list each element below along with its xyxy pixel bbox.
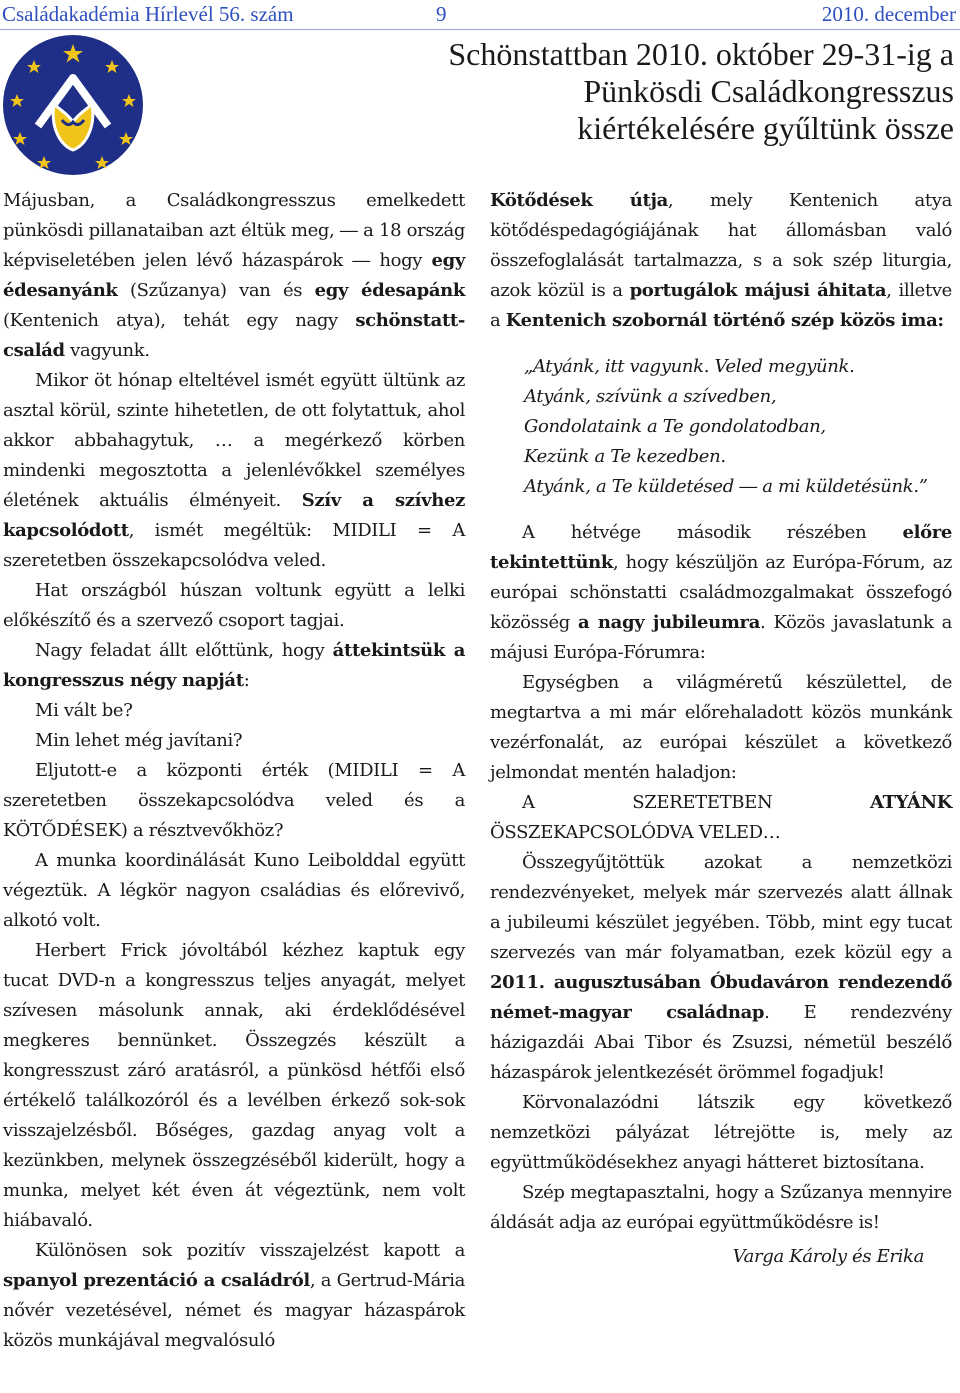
text: A hétvége második részében — [522, 522, 903, 543]
text: , ismét megéltük: MIDILI = A szeretetben összekapcsolódva veled. — [3, 520, 465, 571]
bold-text: portugálok májusi áhitata — [629, 280, 887, 301]
issue-date: 2010. december — [821, 2, 956, 26]
paragraph: Eljutott-e a központi érték (MIDILI = A szeretetben összekapcsolódva veled és a KÖTŐDÉSEK) a résztvevőkhöz? — [3, 760, 465, 841]
text: , a Gertrud-Mária nővér vezetésével, német és magyar házaspárok közös munkájával megvalósuló — [3, 1270, 465, 1351]
paragraph: Egységben a világméretű készülettel, de megtartva a mi már előrehaladott közös munkánk vezérfonalát, az európai készület a következő jelmondat mentén haladjon: — [490, 672, 952, 783]
left-column — [3, 186, 465, 1356]
title-line: kiértékelésére gyűltünk össze — [577, 110, 954, 146]
bold-text: egy édesanyánk — [3, 250, 465, 301]
signature: Varga Károly és Erika — [732, 1246, 924, 1267]
text: : — [243, 670, 250, 691]
title-line: Schönstattban 2010. október 29-31-ig a — [448, 36, 954, 72]
spacer — [490, 336, 952, 352]
bold-text: ATYÁNK — [869, 792, 952, 813]
prayer-line: Atyánk, szívünk a szívedben, — [524, 386, 777, 407]
paragraph — [3, 366, 465, 576]
prayer-line: Kezünk a Te kezedben. — [524, 446, 726, 467]
bold-text: Kötődések útja — [490, 190, 668, 211]
text: . E rendezvény házigazdái Abai Tibor és Zsuzsi, németül beszélő házaspárok jelentkezését örömmel fogadjuk! — [490, 1002, 952, 1083]
prayer-line: Gondolataink a Te gondolatodban, — [524, 416, 826, 437]
text: Különösen sok pozitív visszajelzést kapott a — [35, 1240, 465, 1261]
header-divider — [0, 29, 960, 30]
bold-text: spanyol prezentáció a családról — [3, 1270, 310, 1291]
paragraph — [3, 186, 465, 366]
text: . Közös javaslatunk a májusi Európa-Fórumra: — [490, 612, 952, 663]
title-line: Pünkösdi Családkongresszus — [583, 73, 954, 109]
newsletter-title: Családakadémia Hírlevél 56. szám — [2, 2, 294, 26]
text: (Kentenich atya), tehát egy nagy — [3, 310, 356, 331]
paragraph: Körvonalazódni látszik egy következő nemzetközi pályázat létrejötte is, mely az együttműködésekhez anyagi hátteret biztosítana. — [490, 1092, 952, 1173]
page-number: 9 — [436, 2, 447, 26]
bold-text: Szív a szívhez kapcsolódott — [3, 490, 465, 541]
text: vagyunk. — [64, 340, 150, 361]
text: A SZERETETBEN — [522, 792, 870, 813]
paragraph — [490, 518, 952, 668]
bold-text: egy édesapánk — [314, 280, 466, 301]
question: Min lehet még javítani? — [35, 730, 243, 751]
paragraph: Szép megtapasztalni, hogy a Szűzanya mennyire áldását adja az európai együttműködésre is! — [490, 1182, 952, 1233]
text: Májusban, a Családkongresszus emelkedett pünkösdi pillanataiban azt éltük meg, ― a 18 ország képviseletében jelen lévő házaspárok ― hogy — [3, 190, 465, 271]
bold-text: a nagy jubileumra — [577, 612, 761, 633]
prayer-line: „Atyánk, itt vagyunk. Veled megyünk. — [524, 356, 855, 377]
bold-text: schönstatt-család — [3, 310, 465, 361]
bold-text: 2011. augusztusában Óbudaváron rendezendő német-magyar családnap — [490, 972, 952, 1023]
spacer — [490, 502, 952, 518]
text: (Szűzanya) van és — [117, 280, 315, 301]
schoenstatt-family-logo-icon — [2, 34, 144, 176]
paragraph: Herbert Frick jóvoltából kézhez kaptuk egy tucat DVD-n a kongresszus teljes anyagát, melyet szívesen másolunk annak, aki érdeklődésével megkeres bennünket. Összegzés készült a kongresszust záró aratásról, a pünkösd hétfői első értékelő találkozóról és a levélben érkező sok-sok visszajelzésből. Bőséges, gazdag anyag volt a kezünkben, melynek összegzéséből kiderült, hogy a munka, melyet két éven át végeztünk, nem volt hiábavaló. — [3, 940, 465, 1231]
paragraph: A munka koordinálását Kuno Leibolddal együtt végeztük. A légkör nagyon családias és előrevivő, alkotó volt. — [3, 850, 465, 931]
paragraph — [490, 788, 952, 848]
question: Mi vált be? — [35, 700, 133, 721]
bold-text: Kentenich szobornál történő szép közös ima: — [505, 310, 944, 331]
text: Mikor öt hónap elteltével ismét együtt ültünk az asztal körül, szinte hihetetlen, de ott folytattuk, ahol akkor abbahagytuk, … a megérkező körben mindenki megosztotta a jelenlévőkkel személyes életének aktuális élményeit. — [3, 370, 465, 511]
paragraph — [3, 1236, 465, 1356]
paragraph — [490, 848, 952, 1088]
paragraph — [3, 636, 465, 696]
prayer-line: Atyánk, a Te küldetésed ― a mi küldetésünk.” — [524, 476, 928, 497]
bold-text: áttekintsük a kongresszus négy napját — [3, 640, 466, 691]
text: , illetve a — [490, 280, 952, 331]
text: ÖSSZEKAPCSOLÓDVA VELED… — [490, 822, 781, 843]
text: , mely Kentenich atya kötődéspedagógiájának hat állomásban való összefoglalását tartalmazza, s a sok szép liturgia, azok közül is a — [490, 190, 952, 301]
article-title — [354, 36, 954, 147]
text: Nagy feladat állt előttünk, hogy — [35, 640, 333, 661]
text: Összegyűjtöttük azokat a nemzetközi rendezvényeket, melyek már szervezés alatt állnak a jubileumi készület jegyében. Több, mint egy tucat szervezés van már folyamatban, ezek közül egy a — [490, 852, 952, 963]
paragraph — [490, 186, 952, 336]
bold-text: előre tekintettünk — [490, 522, 952, 573]
right-column — [490, 186, 952, 1272]
text: , hogy készüljön az Európa-Fórum, az európai schönstatti családmozgalmakat összefogó közösség — [490, 552, 952, 633]
paragraph: Hat országból húszan voltunk együtt a lelki előkészítő és a szervező csoport tagjai. — [3, 580, 465, 631]
